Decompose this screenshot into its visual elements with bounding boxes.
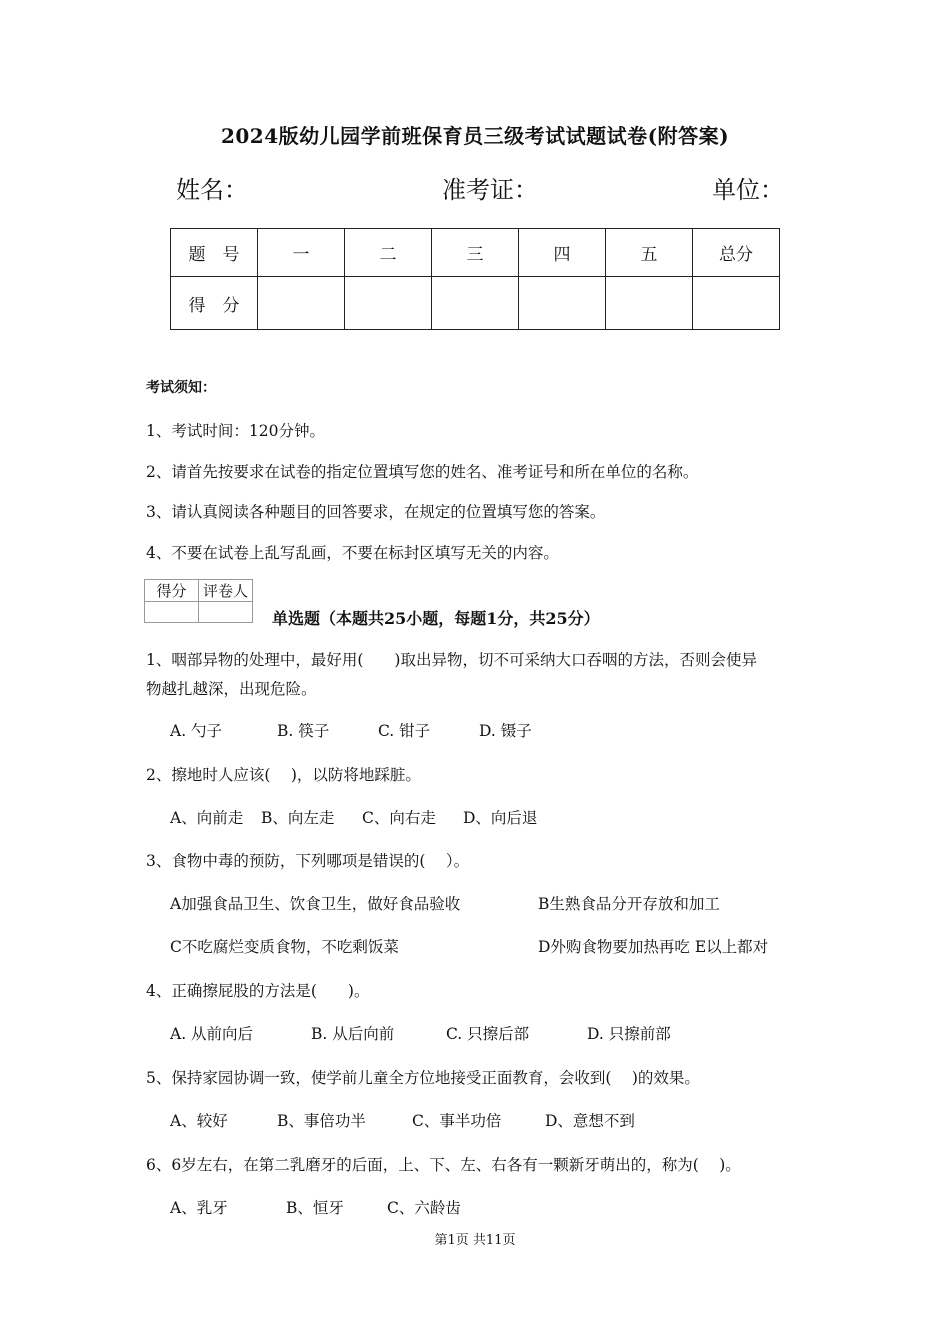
notice-item: 3、请认真阅读各种题目的回答要求，在规定的位置填写您的答案。 — [146, 503, 606, 521]
option: D外购食物要加热再吃 E以上都对 — [538, 938, 769, 956]
notice-item: 1、考试时间：120分钟。 — [146, 422, 325, 440]
notice-item: 4、不要在试卷上乱写乱画，不要在标封区填写无关的内容。 — [146, 544, 559, 562]
option: A. 从前向后 — [170, 1025, 254, 1043]
notice-item: 2、请首先按要求在试卷的指定位置填写您的姓名、准考证号和所在单位的名称。 — [146, 463, 699, 481]
option: C、六龄齿 — [387, 1199, 461, 1217]
option: A、向前走 — [170, 809, 244, 827]
score-header-cell: 二 — [345, 229, 432, 277]
notice-heading: 考试须知： — [146, 380, 216, 396]
score-header-cell: 一 — [258, 229, 345, 277]
option: D、意想不到 — [545, 1112, 635, 1130]
grader-box — [144, 579, 253, 623]
question-text: 3、食物中毒的预防，下列哪项是错误的( ）。 — [146, 852, 470, 870]
option: C、向右走 — [362, 809, 436, 827]
option: A、乳牙 — [170, 1199, 228, 1217]
exam-id-label: 准考证： — [442, 176, 538, 204]
score-header-cell: 三 — [432, 229, 519, 277]
option: D、向后退 — [463, 809, 538, 827]
option: B、向左走 — [261, 809, 335, 827]
question-text: 1、咽部异物的处理中，最好用( )取出异物，切不可采纳大口吞咽的方法，否则会使异 — [146, 651, 757, 669]
option: D. 镊子 — [479, 722, 532, 740]
page-footer: 第1页 共11页 — [434, 1233, 516, 1248]
score-header-cell: 四 — [519, 229, 606, 277]
option: A、较好 — [170, 1112, 228, 1130]
score-cell — [606, 277, 693, 330]
unit-label: 单位： — [712, 176, 784, 204]
question-text: 5、保持家园协调一致，使学前儿童全方位地接受正面教育，会收到( )的效果。 — [146, 1069, 700, 1087]
score-header-cell: 总分 — [693, 229, 780, 277]
page-title: 2024版幼儿园学前班保育员三级考试试题试卷(附答案) — [220, 124, 730, 148]
grader-reviewer-cell — [199, 602, 253, 623]
score-cell — [693, 277, 780, 330]
score-table — [170, 228, 780, 330]
option: B. 筷子 — [277, 722, 330, 740]
score-cell — [258, 277, 345, 330]
score-header-cell: 五 — [606, 229, 693, 277]
question-text: 4、正确擦屁股的方法是( )。 — [146, 982, 370, 1000]
score-row-label: 得 分 — [171, 277, 258, 330]
option: B、事倍功半 — [277, 1112, 366, 1130]
question-text: 物越扎越深，出现危险。 — [146, 680, 317, 698]
question-text: 2、擦地时人应该( )，以防将地踩脏。 — [146, 766, 421, 784]
score-cell — [345, 277, 432, 330]
score-header-cell: 题 号 — [171, 229, 258, 277]
option: A. 勺子 — [170, 722, 223, 740]
question-text: 6、6岁左右，在第二乳磨牙的后面，上、下、左、右各有一颗新牙萌出的，称为( )。 — [146, 1156, 741, 1174]
section-title: 单选题（本题共25小题，每题1分，共25分） — [272, 609, 600, 628]
option: C、事半功倍 — [412, 1112, 502, 1130]
grader-score-label: 得分 — [145, 580, 199, 602]
option: B生熟食品分开存放和加工 — [538, 895, 720, 913]
option: D. 只擦前部 — [587, 1025, 671, 1043]
grader-score-cell — [145, 602, 199, 623]
option: C不吃腐烂变质食物，不吃剩饭菜 — [170, 938, 399, 956]
option: C. 只擦后部 — [446, 1025, 530, 1043]
option: B、恒牙 — [286, 1199, 344, 1217]
grader-reviewer-label: 评卷人 — [199, 580, 253, 602]
option: B. 从后向前 — [311, 1025, 395, 1043]
score-cell — [519, 277, 606, 330]
score-cell — [432, 277, 519, 330]
name-label: 姓名： — [176, 176, 248, 204]
option: C. 钳子 — [378, 722, 431, 740]
option: A加强食品卫生、饮食卫生，做好食品验收 — [170, 895, 461, 913]
